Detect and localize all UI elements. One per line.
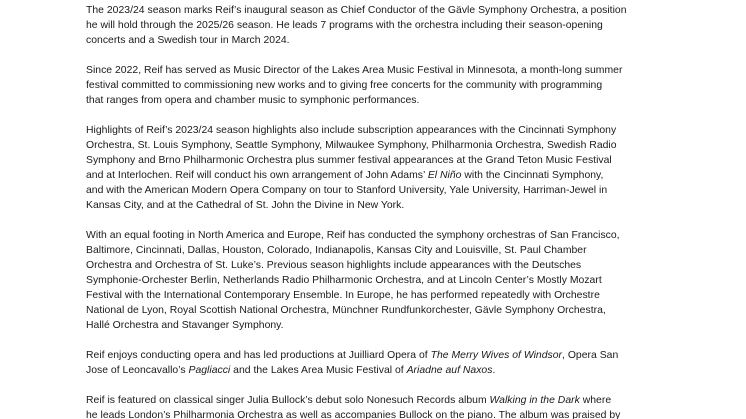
text-line: Symphonie-Orchester Berlin, Netherlands Radio Philharmonic Orchestra, and at Lincoln Center’s Mostly Mozart	[86, 275, 602, 286]
text-line: With an equal footing in North America and Europe, Reif has conducted the symphony orchestras of San Francisco,	[86, 230, 620, 241]
paragraph-music-director	[86, 63, 706, 108]
text-run: with the Cincinnati Symphony,	[461, 170, 604, 181]
work-title: Ariadne auf Naxos	[406, 365, 493, 376]
text-line: Festival with the International Contemporary Ensemble. In Europe, he has performed repeatedly with Orchestre	[86, 290, 600, 301]
text-line: National de Lyon, Royal Scottish National Orchestra, Münchner Rundfunkorchester, Gävle Symphony Orchestra,	[86, 305, 606, 316]
text-run: and at Interlochen. Reif will conduct his own arrangement of John Adams’	[86, 170, 428, 181]
paragraph-recording	[86, 393, 706, 419]
text-run: Reif enjoys conducting opera and has led productions at Juilliard Opera of	[86, 350, 431, 361]
text-run: .	[492, 365, 496, 376]
work-title: Pagliacci	[188, 365, 231, 376]
text-run: Jose of Leoncavallo’s	[86, 365, 189, 376]
text-line	[86, 393, 706, 408]
text-line: Kansas City, and at the Cathedral of St. John the Divine in New York.	[86, 200, 405, 211]
text-line: Since 2022, Reif has served as Music Director of the Lakes Area Music Festival in Minnesota, a month-long summer	[86, 65, 623, 76]
text-line: and with the American Modern Opera Company on tour to Stanford University, Yale University, Harriman-Jewel in	[86, 185, 608, 196]
text-run: Reif is featured on classical singer Julia Bullock’s debut solo Nonesuch Records album	[86, 395, 490, 406]
text-line	[86, 363, 706, 378]
biography-text	[86, 3, 706, 419]
paragraph-season-highlights	[86, 123, 706, 213]
paragraph-chief-conductor	[86, 3, 706, 48]
text-line: concerts and a Swedish tour in March 2024.	[86, 35, 290, 46]
text-run: and the Lakes Area Music Festival of	[230, 365, 407, 376]
text-line	[86, 168, 706, 183]
work-title: El Niño	[427, 170, 462, 181]
text-line: Orchestra and Orchestra of St. Luke’s. Previous season highlights include appearances with the Deutsches	[86, 260, 582, 271]
text-line: Highlights of Reif’s 2023/24 season highlights also include subscription appearances with the Cincinnati Symphony	[86, 125, 617, 136]
paragraph-opera	[86, 348, 706, 378]
album-title: Walking in the Dark	[489, 395, 580, 406]
text-run: , Opera San	[562, 350, 619, 361]
text-line: The 2023/24 season marks Reif’s inaugural season as Chief Conductor of the Gävle Symphony Orchestra, a position	[86, 5, 627, 16]
work-title: The Merry Wives of Windsor	[430, 350, 563, 361]
text-line: Symphony and Brno Philharmonic Orchestra plus summer festival appearances at the Grand Teton Music Festival	[86, 155, 612, 166]
text-line: festival committed to commissioning new works and to giving free concerts for the community with programming	[86, 80, 603, 91]
text-line: he leads London’s Philharmonia Orchestra as well as accompanies Bullock on the piano. The album was praised by	[86, 410, 621, 419]
text-line	[86, 348, 706, 363]
text-line: Baltimore, Cincinnati, Dallas, Houston, Colorado, Indianapolis, Kansas City and Louisville, St. Paul Chamber	[86, 245, 587, 256]
text-line: Hallé Orchestra and Stavanger Symphony.	[86, 320, 284, 331]
text-line: that ranges from opera and chamber music to symphonic performances.	[86, 95, 420, 106]
text-run: where	[579, 395, 612, 406]
text-line: Orchestra, St. Louis Symphony, Seattle Symphony, Milwaukee Symphony, Philharmonia Orchestra, Swedish Radio	[86, 140, 617, 151]
text-line: he will hold through the 2025/26 season. He leads 7 programs with the orchestra including their season-opening	[86, 20, 603, 31]
paragraph-north-america-europe	[86, 228, 706, 333]
